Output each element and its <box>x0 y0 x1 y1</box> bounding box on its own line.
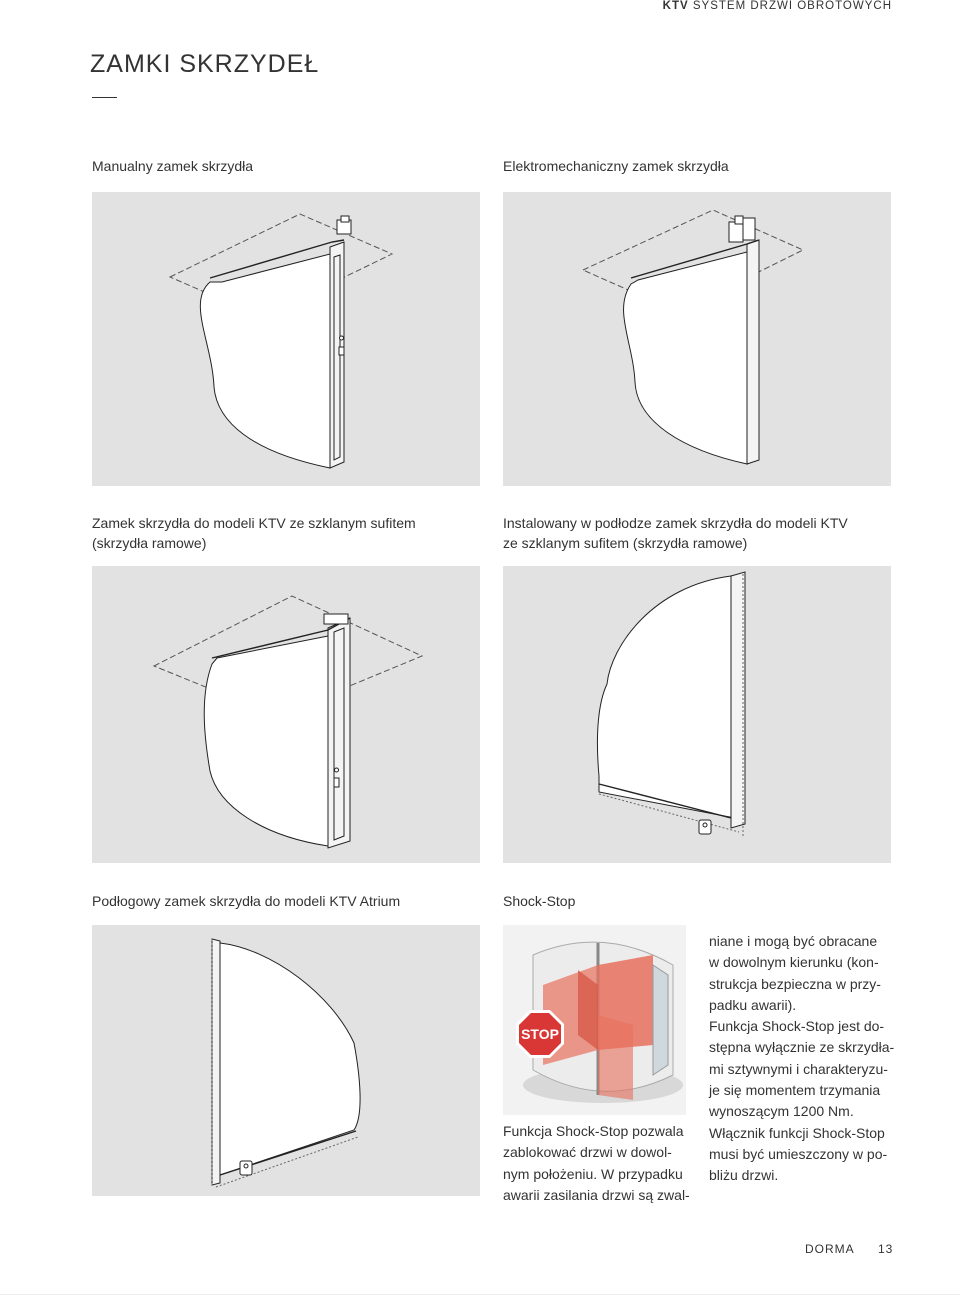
page-number: 13 <box>878 1242 894 1256</box>
caption-glass-ceiling-lock-line2: (skrzydła ramowe) <box>92 535 207 551</box>
page-title: ZAMKI SKRZYDEŁ <box>90 50 320 78</box>
text-line: musi być umieszczony w po- <box>709 1145 888 1162</box>
text-line: mi sztywnymi i charakteryzu- <box>709 1060 888 1077</box>
text-line: wynoszącym 1200 Nm. <box>709 1103 854 1120</box>
caption-floor-installed-line1: Instalowany w podłodze zamek skrzydła do modeli KTV <box>503 515 848 531</box>
stop-sign-icon <box>515 1009 565 1059</box>
text-line: Włącznik funkcji Shock-Stop <box>709 1124 885 1141</box>
illustration-glass-ceiling-lock <box>92 566 480 863</box>
text-line: zablokować drzwi w dowol- <box>503 1144 672 1161</box>
shock-stop-text-col1 <box>503 1121 703 1206</box>
title-underline <box>92 97 117 98</box>
text-line: je się momentem trzymania <box>709 1082 881 1099</box>
text-line: Funkcja Shock-Stop pozwala <box>503 1123 684 1139</box>
text-line: bliżu drzwi. <box>709 1167 779 1184</box>
text-line: awarii zasilania drzwi są zwal- <box>503 1186 690 1203</box>
illustration-electromech-lock <box>503 192 891 486</box>
bottom-divider <box>0 1294 960 1295</box>
caption-shock-stop: Shock-Stop <box>503 893 576 909</box>
illustration-manual-lock <box>92 192 480 486</box>
caption-floor-installed-lock <box>503 513 848 553</box>
footer-brand: DORMA <box>805 1242 855 1256</box>
stop-sign-label: STOP <box>521 1026 559 1042</box>
illustration-atrium-floor-lock <box>92 925 480 1196</box>
text-line: strukcja bezpieczna w przy- <box>709 975 881 992</box>
illustration-shock-stop <box>503 925 686 1115</box>
text-line: padku awarii). <box>709 996 797 1013</box>
text-line: Funkcja Shock-Stop jest do- <box>709 1018 885 1035</box>
caption-floor-installed-line2: ze szklanym sufitem (skrzydła ramowe) <box>503 535 748 551</box>
illustration-floor-installed-lock <box>503 566 891 863</box>
caption-atrium-floor-lock: Podłogowy zamek skrzydła do modeli KTV Atrium <box>92 893 401 909</box>
caption-glass-ceiling-lock-line1: Zamek skrzydła do modeli KTV ze szklanym sufitem <box>92 515 416 531</box>
running-header <box>663 0 892 12</box>
header-subtitle: SYSTEM DRZWI OBROTOWYCH <box>692 0 892 12</box>
shock-stop-text-col2 <box>709 931 909 1187</box>
caption-electromech-lock: Elektromechaniczny zamek skrzydła <box>503 158 729 174</box>
text-line: w dowolnym kierunku (kon- <box>709 954 879 971</box>
caption-glass-ceiling-lock <box>92 513 416 553</box>
header-brand: KTV <box>662 0 689 12</box>
caption-manual-lock: Manualny zamek skrzydła <box>92 158 254 174</box>
text-line: stępna wyłącznie ze skrzydła- <box>709 1039 895 1056</box>
text-line: nym położeniu. W przypadku <box>503 1165 683 1182</box>
text-line: niane i mogą być obracane <box>709 933 878 949</box>
